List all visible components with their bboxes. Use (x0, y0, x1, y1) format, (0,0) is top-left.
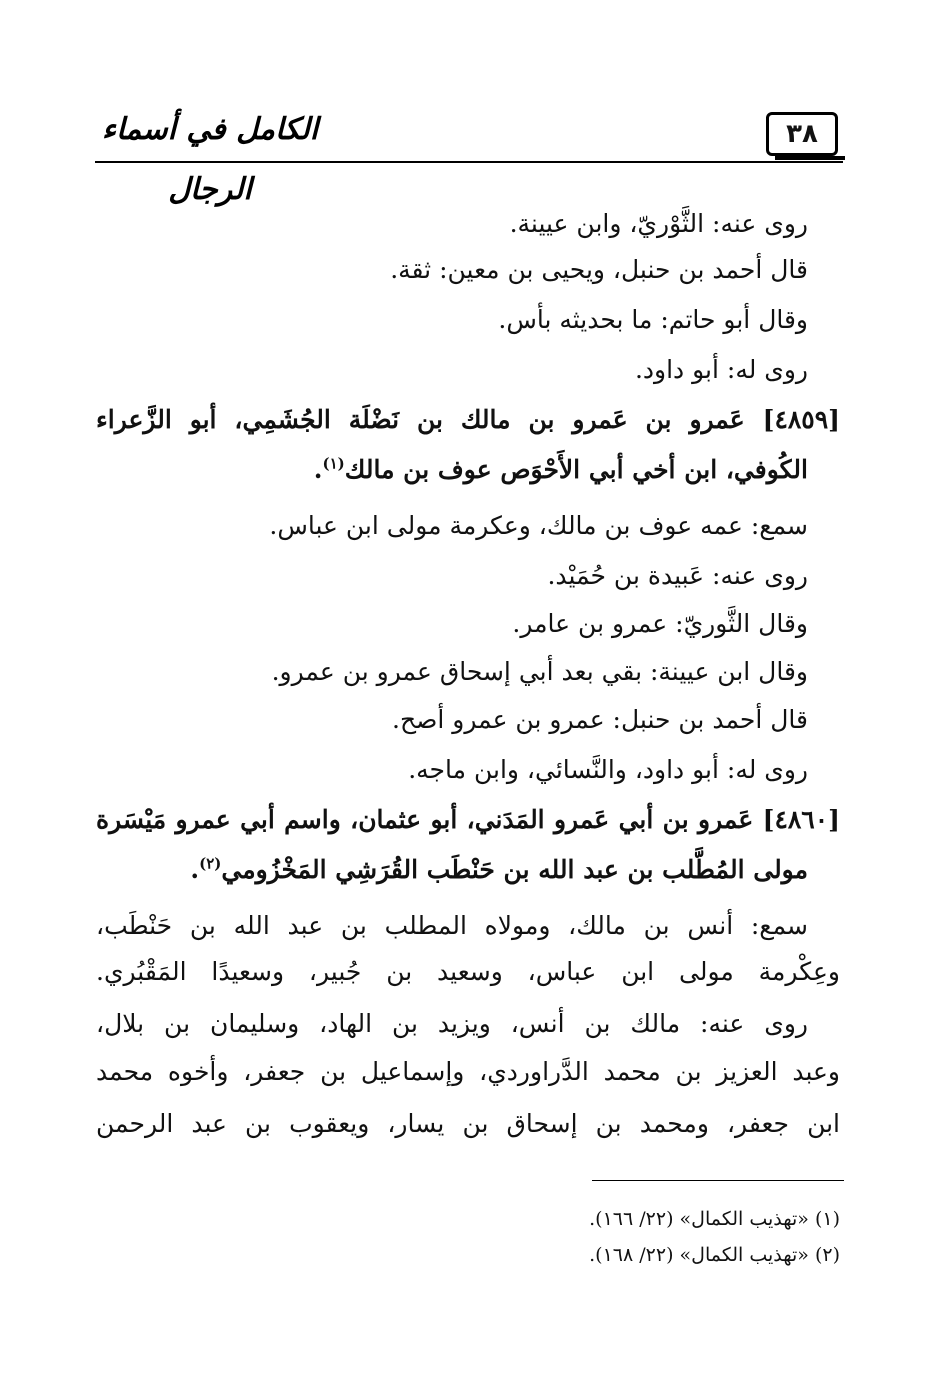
text-line: وقال الثَّوريّ: عمرو بن عامر. (512, 609, 808, 638)
entry-heading-4860: [٤٨٦٠] عَمرو بن أبي عَمرو المَدَني، أبو عثمان، واسم أبي عمرو مَيْسَرة (96, 805, 840, 834)
footnote-2: (٢) «تهذيب الكمال» (٢٢/ ١٦٨). (589, 1244, 840, 1266)
text-line: روى عنه: الثَّوْريّ، وابن عيينة. (509, 209, 808, 238)
footnote-marker: (٢) (199, 854, 222, 873)
text-line: روى عنه: عَبيدة بن حُمَيْد. (547, 561, 808, 590)
text-line: سمع: عمه عوف بن مالك، وعكرمة مولى ابن عباس. (269, 511, 808, 540)
text-line: قال أحمد بن حنبل: عمرو بن عمرو أصح. (392, 705, 808, 734)
text-line: وقال ابن عيينة: بقي بعد أبي إسحاق عمرو بن عمرو. (271, 657, 808, 686)
text-line: روى له: أبو داود، والنَّسائي، وابن ماجه. (408, 755, 808, 784)
footnote-rule (592, 1180, 844, 1181)
running-header-title: الكامل في أسماء الرجال (101, 112, 319, 207)
text-line: وعبد العزيز بن محمد الدَّراوردي، وإسماعيل بن جعفر، وأخوه محمد (96, 1057, 840, 1086)
entry-heading-4859: [٤٨٥٩] عَمرو بن عَمرو بن مالك بن نَضْلَة الجُشَمِي، أبو الزَّعراء (96, 405, 840, 434)
page-number-box (766, 112, 838, 156)
page-number: ٣٨ (786, 119, 818, 149)
text-line: سمع: أنس بن مالك، ومولاه المطلب بن عبد الله بن حَنْطَب، (96, 911, 808, 940)
text-line: روى عنه: مالك بن أنس، ويزيد بن الهاد، وسليمان بن بلال، (96, 1009, 808, 1038)
text-line: ابن جعفر، ومحمد بن إسحاق بن يسار، ويعقوب بن عبد الرحمن (96, 1109, 840, 1138)
entry-heading-4860-cont: مولى المُطَّلب بن عبد الله بن حَنْطَب القُرَشِي المَخْزُومي$^{(٢)}$. (190, 854, 808, 884)
text-line: روى له: أبو داود. (634, 355, 808, 384)
text-line: قال أحمد بن حنبل، ويحيى بن معين: ثقة. (390, 255, 808, 284)
footnote-1: (١) «تهذيب الكمال» (٢٢/ ١٦٦). (589, 1208, 840, 1230)
footnote-marker: (١) (322, 454, 345, 473)
text-line: وقال أبو حاتم: ما بحديثه بأس. (498, 305, 808, 334)
entry-heading-4859-cont: الكُوفي، ابن أخي أبي الأَحْوَص عوف بن مالك$^{(١)}$. (313, 454, 808, 484)
header-rule (95, 161, 843, 163)
text-line: وعِكْرمة مولى ابن عباس، وسعيد بن جُبير، وسعيدًا المَقْبُري. (96, 957, 840, 986)
